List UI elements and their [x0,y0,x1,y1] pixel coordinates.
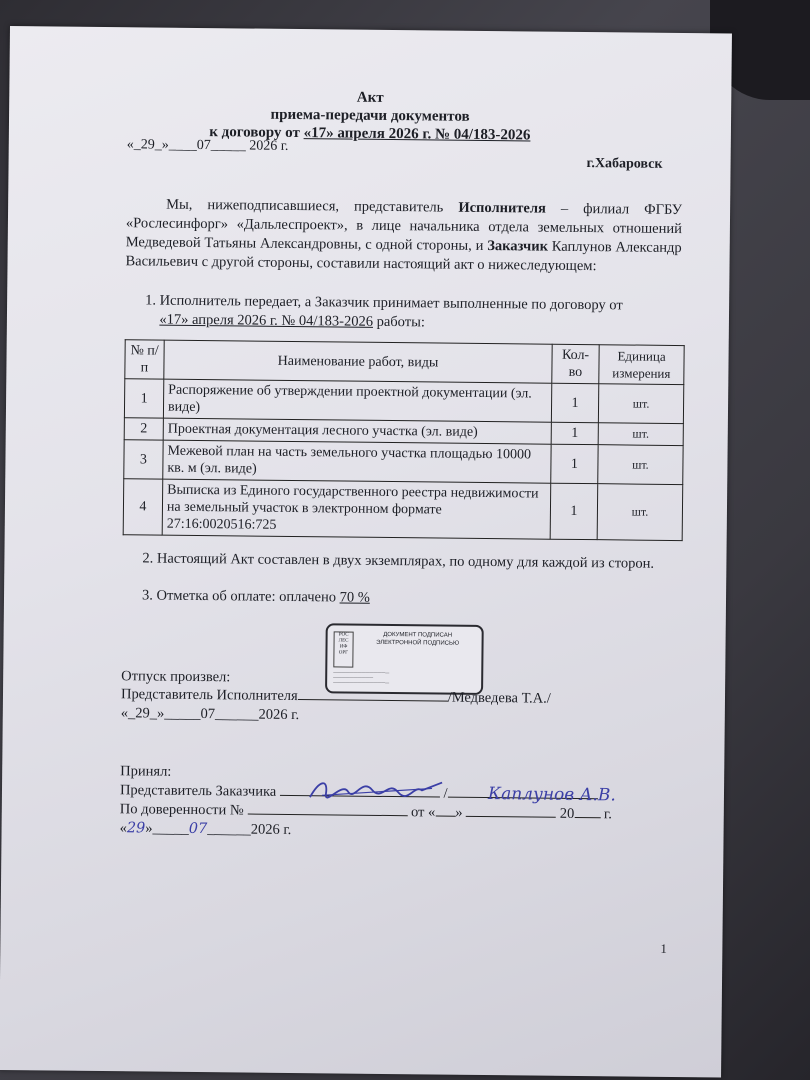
row-qty: 1 [551,444,598,483]
page-number: 1 [660,940,667,956]
stamp-details: —————————————— —————————— —————————————— [333,669,390,686]
table-row [124,379,683,424]
table-row [123,479,683,541]
customer-rep-line: Представитель Заказчика / [120,782,598,804]
header-date: «_29_»____07_____ 2026 г. [126,137,289,154]
col-unit-header: Единица измерения [599,345,684,385]
doc-contract-ref: к договору от «17» апреля 2026 г. № 04/183-2026 [209,124,531,144]
col-num-header: № п/п [125,340,164,379]
works-table [123,339,685,541]
row-unit: шт. [598,445,683,485]
executor-rep-line: Представитель Исполнителя /Медведева Т.А./ [120,686,551,707]
doc-subtitle: приема-передачи документов [270,106,470,125]
row-num: 3 [124,440,163,479]
row-qty: 1 [551,422,598,444]
row-unit: шт. [598,384,683,424]
e-signature-stamp [325,623,484,695]
signature-name-text: Каплунов А.В. [487,784,616,806]
document-page [0,26,732,1078]
list-item-1: 1. Исполнитель передает, а Заказчик принимает выполненные по договору от «17» апреля 2026 г. № 04/183-2026 работы: [145,292,623,331]
row-qty: 1 [551,383,598,422]
row-name: Выписка из Единого государственного реестра недвижимости на земельный участок в электронном формате 27:16:0020516:725 [162,479,551,539]
table-row [124,440,683,485]
row-num: 4 [123,479,163,535]
row-num: 2 [124,418,163,440]
intro-paragraph: Мы, нижеподписавшиеся, представитель Исполнителя – филиал ФГБУ «Рослесинфорг» «Дальлеспроект», в лице начальника отдела земельных отношений Медведевой Татьяны Александровны, с одной стороны, и Заказчик Каплунов Александр Васильевич с другой стороны, составили настоящий акт о нижеследующем: [125,196,683,275]
row-name: Распоряжение об утверждении проектной документации (эл. виде) [163,379,551,422]
table-header-row [125,340,684,385]
proxy-line: По доверенности № от « » 20 г. [119,801,612,823]
doc-title: Акт [356,89,384,106]
accept-date: «29»_____07______2026 г. [119,820,292,838]
row-unit: шт. [598,423,683,446]
stamp-logo: РОС ЛЕС ИФ ОРГ [333,631,353,667]
row-name: Проектная документация лесного участка (эл. виде) [163,418,551,444]
stamp-line-1: ДОКУМЕНТ ПОДПИСАН [383,631,453,639]
row-unit: шт. [597,484,683,541]
col-name-header: Наименование работ, виды [164,340,552,383]
city: г.Хабаровск [586,156,663,172]
accept-label: Принял: [120,763,172,780]
row-name: Межевой план на часть земельного участка площадью 10000 кв. м (эл. виде) [163,440,551,483]
row-num: 1 [124,379,163,418]
row-qty: 1 [550,483,598,539]
release-date: «_29_»_____07______2026 г. [120,705,300,724]
list-item-3: 3. Отметка об оплате: оплачено 70 % [141,587,370,606]
col-qty-header: Кол-во [552,344,599,383]
release-label: Отпуск произвел: [121,668,231,686]
stamp-line-2: ЭЛЕКТРОННОЙ ПОДПИСЬЮ [376,639,460,647]
list-item-2: 2. Настоящий Акт составлен в двух экземплярах, по одному для каждой из сторон. [142,550,655,572]
